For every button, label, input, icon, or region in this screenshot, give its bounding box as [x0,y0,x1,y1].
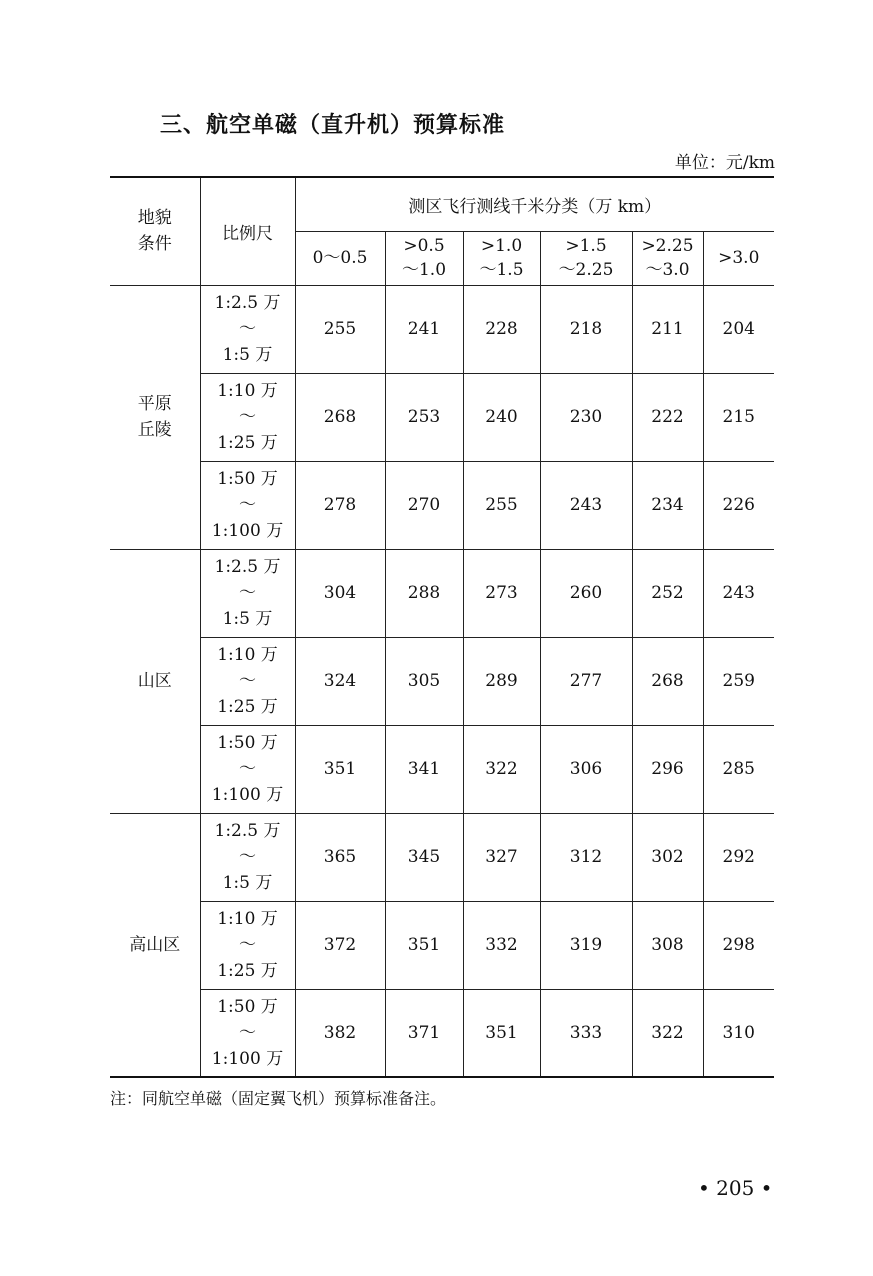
price-cell: 332 [463,901,540,989]
price-cell: 253 [385,373,463,461]
table-row [110,637,774,725]
header-category [385,231,463,285]
price-cell: 308 [632,901,703,989]
terrain-label: 高山区 [129,934,181,955]
price-cell: 243 [703,549,774,637]
price-cell: 324 [295,637,385,725]
scale-line: 1:100 万 [211,521,284,541]
table-row [110,373,774,461]
price-cell: 322 [632,989,703,1077]
page-title: 三、航空单磁（直升机）预算标准 [160,113,506,138]
scale-line: 1:25 万 [217,697,278,717]
terrain-label: 山区 [137,671,172,691]
price-cell: 351 [463,989,540,1077]
price-cell: 204 [703,285,774,373]
header-category-line: ～2.25 [558,260,614,280]
table-row [110,461,774,549]
price-cell: 319 [540,901,632,989]
scale-cell [200,373,295,461]
scale-line: 1:50 万 [217,996,278,1017]
scale-line: 1:5 万 [222,345,273,365]
price-cell: 252 [632,549,703,637]
scale-line: ～ [239,671,256,691]
price-cell: 230 [540,373,632,461]
header-category [703,231,774,285]
scale-line: 1:5 万 [222,609,273,629]
price-cell: 382 [295,989,385,1077]
price-cell: 228 [463,285,540,373]
price-cell: 255 [463,461,540,549]
scale-line: 1:100 万 [211,785,284,805]
table-row [110,725,774,813]
price-cell: 241 [385,285,463,373]
header-category-line: >1.5 [565,236,607,256]
terrain-cell [110,285,200,549]
table-note: 注：同航空单磁（固定翼飞机）预算标准备注。 [110,1089,447,1108]
price-cell: 278 [295,461,385,549]
scale-line: ～ [239,495,256,515]
price-cell: 365 [295,813,385,901]
price-cell: 372 [295,901,385,989]
scale-line: ～ [239,759,256,779]
price-cell: 305 [385,637,463,725]
table-row [110,989,774,1077]
price-cell: 259 [703,637,774,725]
header-terrain-line: 地貌 [137,208,172,229]
header-category-line: >1.0 [480,236,523,256]
header-terrain [110,177,200,285]
header-category [295,231,385,285]
scale-line: 1:5 万 [222,873,273,893]
header-category-group: 测区飞行测线千米分类（万 km） [295,177,774,231]
price-cell: 211 [632,285,703,373]
unit-label: 单位：元/km [674,153,775,173]
scale-cell [200,901,295,989]
page-number: • 205 • [698,1176,773,1200]
header-category-line: ～3.0 [645,260,690,280]
price-cell: 268 [295,373,385,461]
price-cell: 310 [703,989,774,1077]
scale-line: 1:50 万 [217,469,278,489]
price-cell: 322 [463,725,540,813]
price-cell: 298 [703,901,774,989]
scale-line: 1:2.5 万 [214,293,281,313]
scale-line: 1:25 万 [217,961,278,981]
scale-cell [200,989,295,1077]
price-cell: 306 [540,725,632,813]
header-category [463,231,540,285]
scale-cell [200,285,295,373]
scale-line: 1:2.5 万 [214,821,281,841]
scale-cell [200,549,295,637]
price-cell: 304 [295,549,385,637]
terrain-cell [110,549,200,813]
scale-line: ～ [239,583,256,603]
header-category-line: ～1.0 [401,260,447,280]
price-cell: 226 [703,461,774,549]
header-terrain-line: 条件 [137,234,172,255]
price-cell: 277 [540,637,632,725]
price-cell: 292 [703,813,774,901]
scale-line: ～ [239,319,256,339]
table-row [110,549,774,637]
scale-line: 1:10 万 [217,381,278,401]
price-cell: 333 [540,989,632,1077]
scale-line: ～ [239,1022,256,1043]
price-cell: 218 [540,285,632,373]
header-category-line: >0.5 [403,236,445,256]
price-cell: 285 [703,725,774,813]
terrain-cell [110,813,200,1077]
price-cell: 273 [463,549,540,637]
scale-cell [200,461,295,549]
price-cell: 312 [540,813,632,901]
terrain-label: 平原 [137,394,172,414]
scale-cell [200,813,295,901]
scale-cell [200,725,295,813]
price-cell: 341 [385,725,463,813]
budget-table [110,176,774,1078]
header-category [540,231,632,285]
table-row [110,901,774,989]
price-cell: 234 [632,461,703,549]
header-category-line: 0～0.5 [312,248,368,268]
price-cell: 243 [540,461,632,549]
scale-line: ～ [239,847,256,867]
terrain-label: 丘陵 [137,420,172,440]
header-category-line: >2.25 [641,236,694,256]
header-category [632,231,703,285]
price-cell: 215 [703,373,774,461]
scale-line: 1:10 万 [217,909,278,929]
price-cell: 288 [385,549,463,637]
price-cell: 345 [385,813,463,901]
price-cell: 222 [632,373,703,461]
table-row [110,813,774,901]
scale-line: 1:25 万 [217,433,278,453]
price-cell: 260 [540,549,632,637]
price-cell: 289 [463,637,540,725]
price-cell: 255 [295,285,385,373]
scale-line: 1:2.5 万 [214,557,281,577]
price-cell: 270 [385,461,463,549]
scale-line: ～ [239,407,256,427]
header-category-line: >3.0 [718,248,760,268]
scale-line: 1:10 万 [217,645,278,665]
price-cell: 268 [632,637,703,725]
header-category-line: ～1.5 [479,260,524,280]
table-row [110,285,774,373]
price-cell: 351 [295,725,385,813]
header-scale: 比例尺 [200,177,295,285]
scale-line: ～ [239,935,256,955]
price-cell: 351 [385,901,463,989]
price-cell: 302 [632,813,703,901]
scale-line: 1:50 万 [217,733,278,753]
price-cell: 371 [385,989,463,1077]
price-cell: 296 [632,725,703,813]
price-cell: 240 [463,373,540,461]
scale-line: 1:100 万 [211,1048,284,1069]
price-cell: 327 [463,813,540,901]
scale-cell [200,637,295,725]
